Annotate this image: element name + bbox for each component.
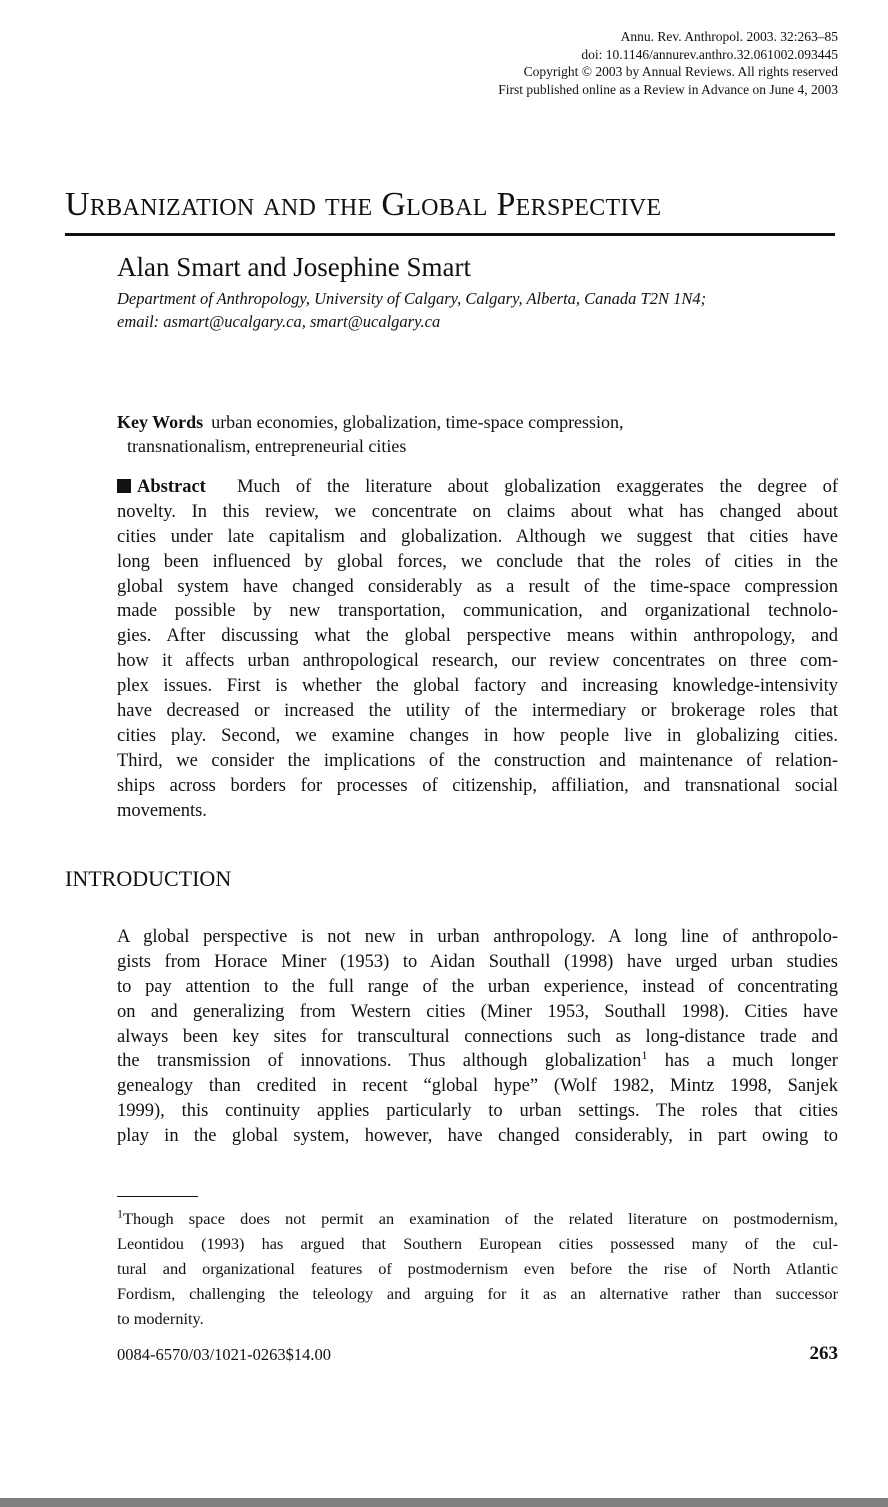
bottom-scroll-bar bbox=[0, 1498, 888, 1507]
abstract-line: cities under late capitalism and globalization. Although we suggest that cities have bbox=[117, 526, 838, 547]
article-code: 0084-6570/03/1021-0263$14.00 bbox=[117, 1345, 332, 1364]
affiliation bbox=[117, 287, 706, 333]
body-line: the transmission of innovations. Thus although globalization$^1$ has a much longer bbox=[117, 1048, 838, 1072]
abstract-line: long been influenced by global forces, we conclude that the roles of cities in the bbox=[117, 551, 838, 572]
footnote-line: tural and organizational features of postmodernism even before the rise of North Atlantic bbox=[117, 1259, 838, 1278]
authors: Alan Smart and Josephine Smart bbox=[117, 252, 471, 282]
citation-line: Annu. Rev. Anthropol. 2003. 32:263–85 bbox=[620, 29, 838, 44]
article-title: Urbanization and the Global Perspective bbox=[65, 186, 662, 223]
abstract-line: movements. bbox=[117, 800, 207, 821]
abstract-line: novelty. In this review, we concentrate on claims about what has changed about bbox=[117, 501, 838, 522]
abstract-label: Abstract bbox=[137, 477, 206, 497]
abstract-line: Abstract Much of the literature about globalization exaggerates the degree of bbox=[117, 475, 838, 500]
abstract-line: Third, we consider the implications of the construction and maintenance of relation- bbox=[117, 750, 838, 771]
square-bullet-icon bbox=[117, 479, 131, 493]
keywords-label: Key Words bbox=[117, 412, 204, 432]
section-heading-introduction: INTRODUCTION bbox=[65, 866, 232, 891]
doi-line: doi: 10.1146/annurev.anthro.32.061002.093445 bbox=[581, 46, 838, 62]
body-line: 1999), this continuity applies particularly to urban settings. The roles that cities bbox=[117, 1101, 838, 1122]
abstract-line: ships across borders for processes of citizenship, affiliation, and transnational social bbox=[117, 775, 838, 796]
abstract-line: made possible by new transportation, communication, and organizational technolo- bbox=[117, 601, 838, 622]
keywords-text: transnationalism, entrepreneurial cities bbox=[127, 436, 407, 456]
abstract-line: global system have changed considerably as a result of the time-space compression bbox=[117, 576, 838, 597]
page-number: 263 bbox=[809, 1343, 838, 1364]
body-line: A global perspective is not new in urban anthropology. A long line of anthropolo- bbox=[117, 927, 838, 947]
footnote-marker[interactable]: 1 bbox=[641, 1048, 648, 1063]
keywords-text: urban economies, globalization, time-space compression, bbox=[211, 412, 624, 432]
body-line: gists from Horace Miner (1953) to Aidan Southall (1998) have urged urban studies bbox=[117, 951, 838, 972]
title-rule bbox=[65, 233, 835, 236]
copyright-line: Copyright © 2003 by Annual Reviews. All rights reserved bbox=[523, 64, 838, 79]
abstract-line: how it affects urban anthropological research, our review concentrates on three com- bbox=[117, 651, 838, 672]
body-line: genealogy than credited in recent “global hype” (Wolf 1982, Mintz 1998, Sanjek bbox=[117, 1076, 838, 1097]
abstract-line: have decreased or increased the utility of the intermediary or brokerage roles that bbox=[117, 701, 838, 722]
body-line: always been key sites for transcultural connections such as long-distance trade and bbox=[117, 1026, 838, 1047]
body-line: play in the global system, however, have changed considerably, in part owing to bbox=[117, 1126, 838, 1147]
footnote-rule bbox=[117, 1196, 198, 1197]
affiliation-line: Department of Anthropology, University of Calgary, Calgary, Alberta, Canada T2N 1N4; bbox=[117, 289, 707, 308]
body-line: to pay attention to the full range of the urban experience, instead of concentrating bbox=[117, 976, 838, 997]
footnote-line: Leontidou (1993) has argued that Southern European cities possessed many of the cul- bbox=[117, 1234, 838, 1253]
introduction-body bbox=[117, 925, 838, 1149]
published-line: First published online as a Review in Advance on June 4, 2003 bbox=[498, 81, 838, 97]
keywords bbox=[117, 410, 624, 458]
citation-header bbox=[498, 28, 838, 98]
body-line: on and generalizing from Western cities (Miner 1953, Southall 1998). Cities have bbox=[117, 1001, 838, 1022]
email-line: email: asmart@ucalgary.ca, smart@ucalgary.ca bbox=[117, 312, 441, 331]
abstract-line: cities play. Second, we examine changes in how people live in globalizing cities. bbox=[117, 725, 838, 746]
footnote-line: Fordism, challenging the teleology and arguing for it as an alternative rather than successor bbox=[117, 1284, 838, 1303]
footnote-line: $^1$Though space does not permit an examination of the related literature on postmodernism, bbox=[117, 1206, 838, 1228]
footnote bbox=[117, 1206, 838, 1331]
abstract-line: plex issues. First is whether the global factory and increasing knowledge-intensivity bbox=[117, 676, 838, 697]
abstract-line: gies. After discussing what the global perspective means within anthropology, and bbox=[117, 626, 838, 647]
abstract bbox=[117, 475, 838, 823]
footnote-line: to modernity. bbox=[117, 1309, 204, 1328]
